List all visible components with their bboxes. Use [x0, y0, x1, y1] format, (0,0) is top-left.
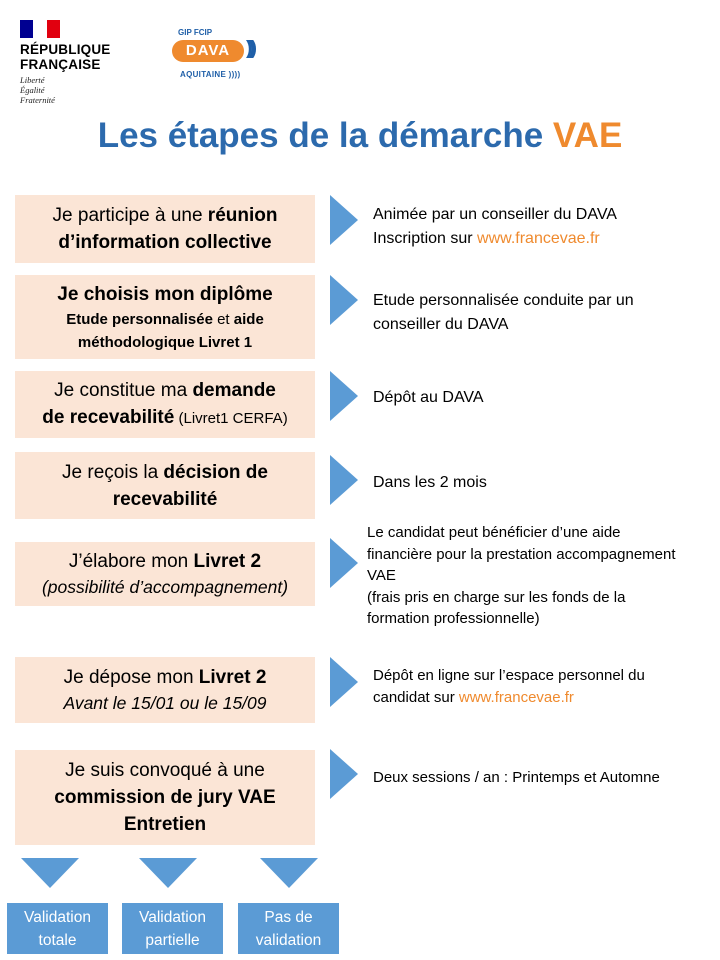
step-1-description: Animée par un conseiller du DAVA Inscription sur www.francevae.fr	[373, 206, 617, 247]
arrow-right-icon	[330, 371, 358, 421]
step-5-description: Le candidat peut bénéficier d’une aide financière pour la prestation accompagnement VAE (frais pris en charge sur les fonds de la formation professionnelle)	[367, 524, 676, 627]
arrow-down-icon	[139, 858, 197, 888]
outcome-validation-partielle: Validation partielle	[122, 903, 223, 954]
arrow-right-icon	[330, 538, 358, 588]
republic-motto: Liberté Égalité Fraternité	[20, 75, 55, 105]
arrow-right-icon	[330, 749, 358, 799]
republique-francaise-logo	[20, 20, 130, 105]
step-3-box: Je constitue ma demande de recevabilité (Livret1 CERFA)	[15, 371, 315, 438]
step-4-box: Je reçois la décision de recevabilité	[15, 452, 315, 519]
outcome-validation-totale: Validation totale	[7, 903, 108, 954]
outcome-pas-de-validation: Pas de validation	[238, 903, 339, 954]
step-7-description: Deux sessions / an : Printemps et Automne	[373, 769, 660, 786]
step-1-box: Je participe à une réunion d’information collective	[15, 195, 315, 263]
step-3-description: Dépôt au DAVA	[373, 389, 484, 406]
step-6-description: Dépôt en ligne sur l’espace personnel du candidat sur www.francevae.fr	[373, 667, 645, 706]
arrow-right-icon	[330, 275, 358, 325]
page-title: Les étapes de la démarche VAE	[97, 116, 623, 155]
dava-waves-icon: )))	[246, 38, 253, 59]
step-7-box: Je suis convoqué à une commission de jury VAE Entretien	[15, 750, 315, 845]
step-2-description: Etude personnalisée conduite par un conseiller du DAVA	[373, 292, 634, 333]
arrow-right-icon	[330, 195, 358, 245]
french-flag-icon	[20, 20, 60, 38]
step-4-description: Dans les 2 mois	[373, 474, 487, 491]
arrow-down-icon	[21, 858, 79, 888]
francevae-link[interactable]: www.francevae.fr	[458, 688, 574, 706]
arrow-down-icon	[260, 858, 318, 888]
dava-logo: GIP FCIP DAVA ))) AQUITAINE ))))	[172, 28, 272, 88]
step-6-box: Je dépose mon Livret 2 Avant le 15/01 ou le 15/09	[15, 657, 315, 723]
arrow-right-icon	[330, 657, 358, 707]
francevae-link[interactable]: www.francevae.fr	[477, 230, 600, 247]
step-5-box: J’élabore mon Livret 2 (possibilité d’accompagnement)	[15, 542, 315, 606]
arrow-right-icon	[330, 455, 358, 505]
republic-name: RÉPUBLIQUE FRANÇAISE	[20, 42, 111, 72]
step-2-box: Je choisis mon diplôme Etude personnalisée et aide méthodologique Livret 1	[15, 275, 315, 359]
